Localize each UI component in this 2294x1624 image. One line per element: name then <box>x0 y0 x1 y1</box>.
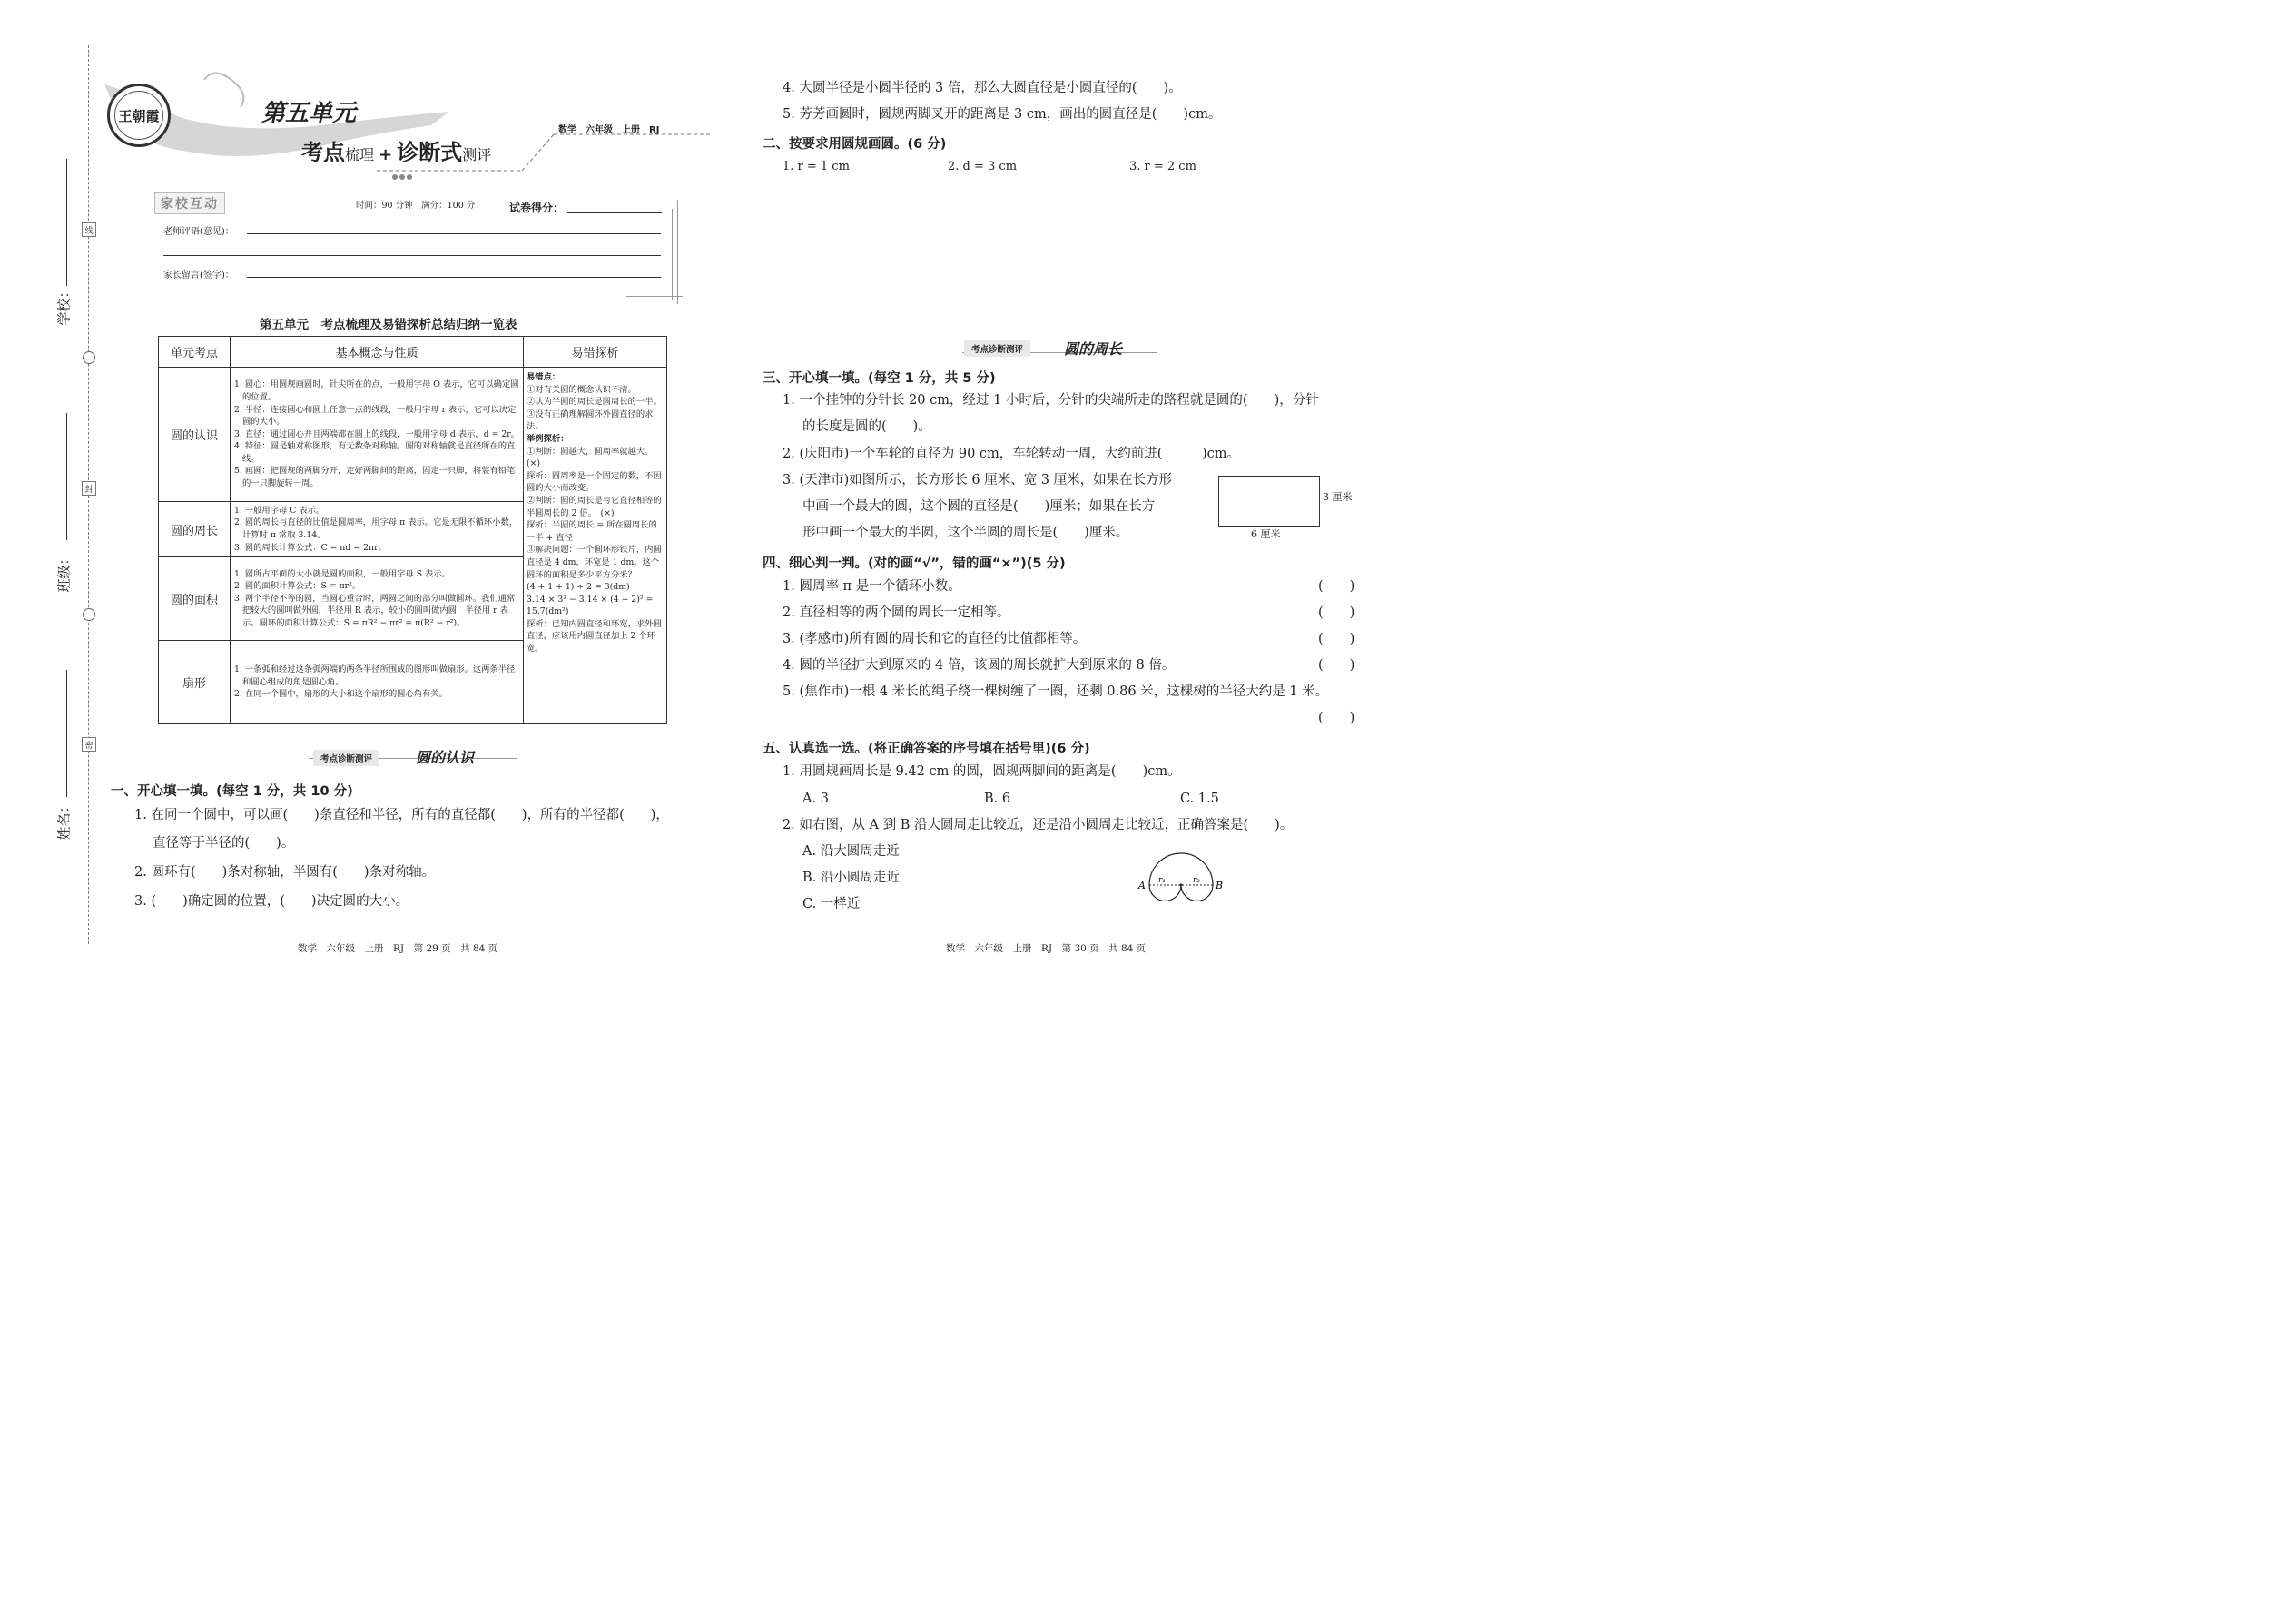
score-label: 试卷得分： <box>509 202 565 214</box>
time-info: 时间：90 分钟 满分：100 分 <box>356 201 476 211</box>
draw-1: 1. r = 1 cm <box>783 160 850 173</box>
fill-3-line-3: 形中画一个最大的半圆，这个半圆的周长是( )厘米。 <box>802 526 1129 540</box>
question-5: 5. 芳芳画圆时，圆规两脚叉开的距离是 3 cm，画出的圆直径是( )cm。 <box>783 107 1222 122</box>
judge-2-answer[interactable]: ( ) <box>1318 605 1355 620</box>
brand-logo <box>107 84 171 147</box>
summary-table <box>158 336 684 724</box>
question-1-line-2: 直径等于半径的( )。 <box>153 836 295 851</box>
home-school-badge: 家校互动 <box>154 192 225 214</box>
name-line <box>66 670 67 797</box>
table-title: 第五单元 考点梳理及易错探析总结归纳一览表 <box>260 318 517 332</box>
concept-item: 1. 一般用字母 C 表示。 <box>234 505 325 516</box>
tip-line: 3.14 × 3² − 3.14 × (4 ÷ 2)² = 15.7(dm²) <box>527 594 654 617</box>
choice-2-option-c: C. 一样近 <box>802 897 861 911</box>
subtitle-plus: + <box>379 145 393 164</box>
seal-char-2: 封 <box>82 481 96 496</box>
point-a-label: A <box>1138 880 1146 891</box>
concept-item: 1. 圆所占平面的大小就是圆的面积，一般用字母 S 表示。 <box>234 568 450 579</box>
teacher-comment-line-1[interactable] <box>247 233 661 234</box>
topic-cell: 圆的面积 <box>159 557 231 641</box>
seal-char-1: 线 <box>82 222 96 237</box>
judge-4-answer[interactable]: ( ) <box>1318 658 1355 673</box>
footer-left: 数学 六年级 上册 RJ 第 29 页 共 84 页 <box>298 943 498 954</box>
right-section-title: 圆的周长 <box>1064 340 1123 358</box>
unit-title: 第五单元 <box>261 100 357 127</box>
tip-line: 探析：半圆的周长 = 所在圆周长的一半 + 直径 <box>527 520 657 543</box>
rectangle-width-label: 3 厘米 <box>1323 491 1353 503</box>
choice-1-option-b: B. 6 <box>984 792 1011 806</box>
tip-line: ②认为半圆的周长是圆周长的一半。 <box>527 397 662 408</box>
draw-3: 3. r = 2 cm <box>1129 160 1196 173</box>
point-b-label: B <box>1216 880 1224 891</box>
radius-1-label: r₁ <box>1158 876 1166 885</box>
tip-line: ②判断：圆的周长是与它直径相等的半圆周长的 2 倍。 (×) <box>527 495 662 518</box>
concept-cell <box>231 502 524 557</box>
class-label: 班级： <box>55 551 73 593</box>
fill-3-line-2: 中画一个最大的圆，这个圆的直径是( )厘米；如果在长方 <box>802 499 1156 514</box>
header-topic: 单元考点 <box>159 337 231 368</box>
rectangle-figure <box>1218 476 1320 527</box>
school-line <box>66 159 67 286</box>
name-label: 姓名： <box>55 799 73 841</box>
section-3-heading: 三、开心填一填。(每空 1 分，共 5 分) <box>763 371 996 386</box>
judge-4: 4. 圆的半径扩大到原来的 4 倍，该圆的周长就扩大到原来的 8 倍。 <box>783 658 1176 673</box>
teacher-comment-line-2[interactable] <box>163 255 661 256</box>
center-dot <box>1180 884 1183 887</box>
binding-hole-2 <box>83 608 95 621</box>
concept-item: 1. 圆心：用圆规画圆时，针尖所在的点，一般用字母 O 表示，它可以确定圆的位置。 <box>234 379 519 402</box>
tip-line: 易错点： <box>527 372 561 382</box>
tip-line: ①对有关圆的概念认识不清。 <box>527 384 636 395</box>
left-section-badge: 考点诊断测评 <box>313 750 379 766</box>
rectangle-length-label: 6 厘米 <box>1251 528 1281 540</box>
fill-1-line-1: 1. 一个挂钟的分针长 20 cm，经过 1 小时后，分针的尖端所走的路程就是圆的( )，分针 <box>783 393 1319 408</box>
concept-item: 2. 在同一个圆中，扇形的大小和这个扇形的圆心角有关。 <box>234 689 448 700</box>
seal-char-3: 密 <box>82 737 96 752</box>
section-5-heading: 五、认真选一选。(将正确答案的序号填在括号里)(6 分) <box>763 742 1090 756</box>
judge-1-answer[interactable]: ( ) <box>1318 579 1355 594</box>
school-label: 学校： <box>55 284 73 326</box>
header-tags: 数学 六年级 上册 RJ <box>558 125 660 135</box>
footer-right: 数学 六年级 上册 RJ 第 30 页 共 84 页 <box>946 943 1147 954</box>
judge-1: 1. 圆周率 π 是一个循环小数。 <box>783 579 961 594</box>
radius-2-label: r₂ <box>1193 876 1200 885</box>
header-box-bottom <box>626 296 683 297</box>
circles-figure <box>1133 849 1233 912</box>
judge-3: 3. (孝感市)所有圆的周长和它的直径的比值都相等。 <box>783 632 1087 646</box>
header-box-right-2 <box>677 200 678 304</box>
section-2-heading: 二、按要求用圆规画圆。(6 分) <box>763 137 947 152</box>
header-concept: 基本概念与性质 <box>231 337 524 368</box>
score-line[interactable] <box>567 212 662 213</box>
brand-logo-text: 王朝霞 <box>114 91 163 140</box>
topic-cell: 圆的周长 <box>159 502 231 557</box>
tip-line: (4 + 1 + 1) ÷ 2 = 3(dm) <box>527 582 630 593</box>
concept-item: 2. 圆的面积计算公式：S = πr²。 <box>234 581 361 592</box>
topic-cell: 扇形 <box>159 641 231 724</box>
tip-line: 举例探析： <box>527 433 569 444</box>
small-arc-2 <box>1181 885 1213 901</box>
choice-1-option-a: A. 3 <box>802 792 829 806</box>
choice-2-option-b: B. 沿小圆周走近 <box>802 871 900 885</box>
concept-item: 3. 圆的周长计算公式：C = πd = 2πr。 <box>234 542 387 553</box>
header-box-right-1 <box>672 209 673 300</box>
small-arc-1 <box>1149 885 1181 901</box>
tip-line: 探析：圆周率是一个固定的数，不因圆的大小而改变。 <box>527 470 662 494</box>
concept-item: 5. 画圆：把圆规的两脚分开，定好两脚间的距离，固定一只脚，将装有铅笔的一只脚旋转一周。 <box>234 466 516 489</box>
question-4: 4. 大圆半径是小圆半径的 3 倍，那么大圆直径是小圆直径的( )。 <box>783 81 1182 95</box>
tip-line: 探析：已知内圆直径和环宽，求外圆直径，应该用内圆直径加上 2 个环宽。 <box>527 618 662 655</box>
judge-2: 2. 直径相等的两个圆的周长一定相等。 <box>783 605 1010 620</box>
table-header-row <box>159 337 667 368</box>
section-1-heading: 一、开心填一填。(每空 1 分，共 10 分) <box>111 784 353 799</box>
subtitle-b: 梳理 <box>345 146 375 163</box>
header-subtitle <box>301 134 491 166</box>
question-3: 3. ( )确定圆的位置，( )决定圆的大小。 <box>134 894 409 909</box>
concept-item: 2. 圆的周长与直径的比值是圆周率，用字母 π 表示。它是无限不循环小数，计算时 π 常取 3.14。 <box>234 517 518 540</box>
concept-item: 3. 两个半径不等的圆，当圆心重合时，两圆之间的部分叫做圆环。我们通常把较大的圆叫做外圆，半径用 R 表示，较小的圆叫做内圆，半径用 r 表示。圆环的面积计算公式：S = πR² − πr² = π(R² − r²)。 <box>234 593 516 628</box>
fill-1-line-2: 的长度是圆的( )。 <box>802 419 931 434</box>
section-4-heading: 四、细心判一判。(对的画“√”，错的画“×”)(5 分) <box>763 556 1066 571</box>
parent-comment-line[interactable] <box>247 277 661 278</box>
question-1-line-1: 1. 在同一个圆中，可以画( )条直径和半径，所有的直径都( )，所有的半径都( )， <box>134 808 669 822</box>
class-line <box>66 413 67 540</box>
topic-cell: 圆的认识 <box>159 368 231 502</box>
header-tips: 易错探析 <box>524 337 667 368</box>
tip-line: ③解决问题：一个圆环形铁片，内圆直径是 4 dm，环宽是 1 dm。这个圆环的面积是多少平方分米？ <box>527 545 662 580</box>
binding-hole-1 <box>83 351 95 364</box>
judge-3-answer[interactable]: ( ) <box>1318 632 1355 646</box>
table-row <box>159 368 667 502</box>
tip-line: ①判断：圆越大，圆周率就越大。 (×) <box>527 446 684 469</box>
left-section-title: 圆的认识 <box>416 749 475 766</box>
judge-5: 5. (焦作市)一根 4 米长的绳子绕一棵树缠了一圈，还剩 0.86 米，这棵树的半径大约是 1 米。 <box>783 684 1329 699</box>
judge-5-answer[interactable]: ( ) <box>1318 711 1355 725</box>
concept-item: 1. 一条弧和经过这条弧两端的两条半径所围成的图形叫做扇形。这两条半径和圆心组成的角是圆心角。 <box>234 664 516 687</box>
concept-cell <box>231 641 524 724</box>
concept-cell <box>231 368 524 502</box>
choice-1: 1. 用圆规画周长是 9.42 cm 的圆，圆规两脚间的距离是( )cm。 <box>783 764 1181 779</box>
teacher-comment-label: 老师评语(意见)： <box>163 227 234 237</box>
concept-item: 4. 特征：圆是轴对称图形，有无数条对称轴。圆的对称轴就是直径所在的直线。 <box>234 441 516 464</box>
subtitle-e: 测评 <box>462 146 492 163</box>
right-section-badge: 考点诊断测评 <box>964 340 1030 357</box>
concept-item: 3. 直径：通过圆心并且两端都在圆上的线段，一般用字母 d 表示，d = 2r。 <box>234 428 520 439</box>
tips-cell <box>524 368 684 724</box>
choice-2: 2. 如右图，从 A 到 B 沿大圆周走比较近，还是沿小圆周走比较近，正确答案是( )。 <box>783 818 1294 832</box>
question-2: 2. 圆环有( )条对称轴，半圆有( )条对称轴。 <box>134 865 436 880</box>
subtitle-a: 考点 <box>301 140 345 165</box>
fill-2: 2. (庆阳市)一个车轮的直径为 90 cm，车轮转动一周，大约前进( )cm。 <box>783 447 1240 461</box>
subtitle-d: 诊断式 <box>397 140 463 165</box>
choice-1-option-c: C. 1.5 <box>1180 792 1219 806</box>
draw-2: 2. d = 3 cm <box>948 160 1018 173</box>
concept-item: 2. 半径：连接圆心和圆上任意一点的线段，一般用字母 r 表示，它可以决定圆的大小。 <box>234 404 517 428</box>
parent-comment-label: 家长留言(签字)： <box>163 271 234 281</box>
choice-2-option-a: A. 沿大圆周走近 <box>802 844 900 859</box>
tip-line: ③没有正确理解圆环外圆直径的求法。 <box>527 408 654 432</box>
concept-cell <box>231 557 524 641</box>
fill-3-line-1: 3. (天津市)如图所示，长方形长 6 厘米、宽 3 厘米，如果在长方形 <box>783 473 1173 487</box>
